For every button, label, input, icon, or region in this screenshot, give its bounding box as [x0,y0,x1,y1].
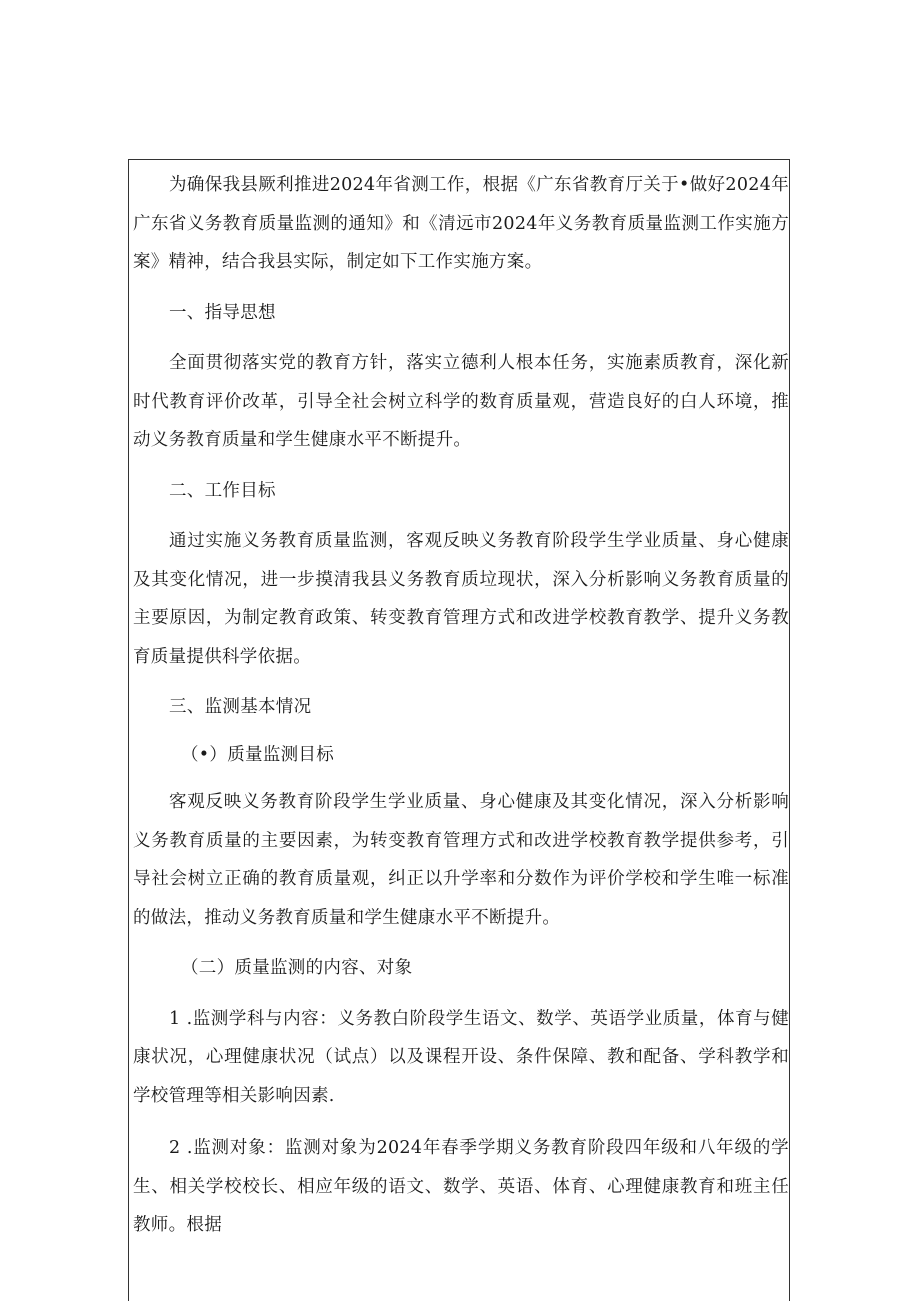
list-item-monitoring-targets: 2 .监测对象：监测对象为2024年春季学期义务教育阶段四年级和八年级的学生、相关学校校长、相应年级的语文、数学、英语、体育、心理健康教育和班主任教师。根据 [133,1138,789,1235]
intro-paragraph: 为确保我县厥利推进2024年省测工作，根据《广东省教育厅关于•做好2024年广东省义务教育质量监测的通知》和《清远市2024年义务教育质量监测工作实施方案》精神，结合我县实际，制定如下工作实施方案。 [133,175,789,272]
list-item-subjects-content: 1 .监测学科与内容：义务教白阶段学生语文、数学、英语学业质量，体育与健康状况，心理健康状况（试点）以及课程开设、条件保障、教和配备、学科教学和学校管理等相关影响因素. [133,1008,789,1106]
document-body [133,166,789,1245]
section-heading-monitoring-basics: 三、监测基本情况 [169,697,312,717]
subheading-monitoring-goal: （•）质量监测目标 [181,744,335,765]
section-heading-guiding-thought: 一、指导思想 [169,302,276,323]
subheading-content-and-targets: （二）质量监测的内容、对象 [181,958,413,978]
guiding-thought-paragraph: 全面贯彻落实党的教育方针，落实立德利人根本任务，实施素质教育，深化新时代教育评价改革，引导全社会树立科学的数育质量观，营造良好的白人环境，推动义务教育质量和学生健康水平不断提升。 [133,353,789,450]
section-heading-work-goals: 二、工作目标 [169,480,276,501]
monitoring-goal-paragraph: 客观反映义务教育阶段学生学业质量、身心健康及其变化情况，深入分析影响义务教育质量的主要因素，为转变教育管理方式和改进学校教育教学提供参考，引导社会树立正确的教育质量观，纠正以升学率和分数作为评价学校和学生唯一标准的做法，推动义务教育质量和学生健康水平不断提升。 [133,792,789,928]
work-goals-paragraph: 通过实施义务教育质量监测，客观反映义务教育阶段学生学业质量、身心健康及其变化情况，进一步摸清我县义务教育质垃现状，深入分析影响义务教育质量的主要原因，为制定教育政策、转变教育管理方式和改进学校教育教学、提升义务教育质量提供科学依据。 [133,531,789,667]
